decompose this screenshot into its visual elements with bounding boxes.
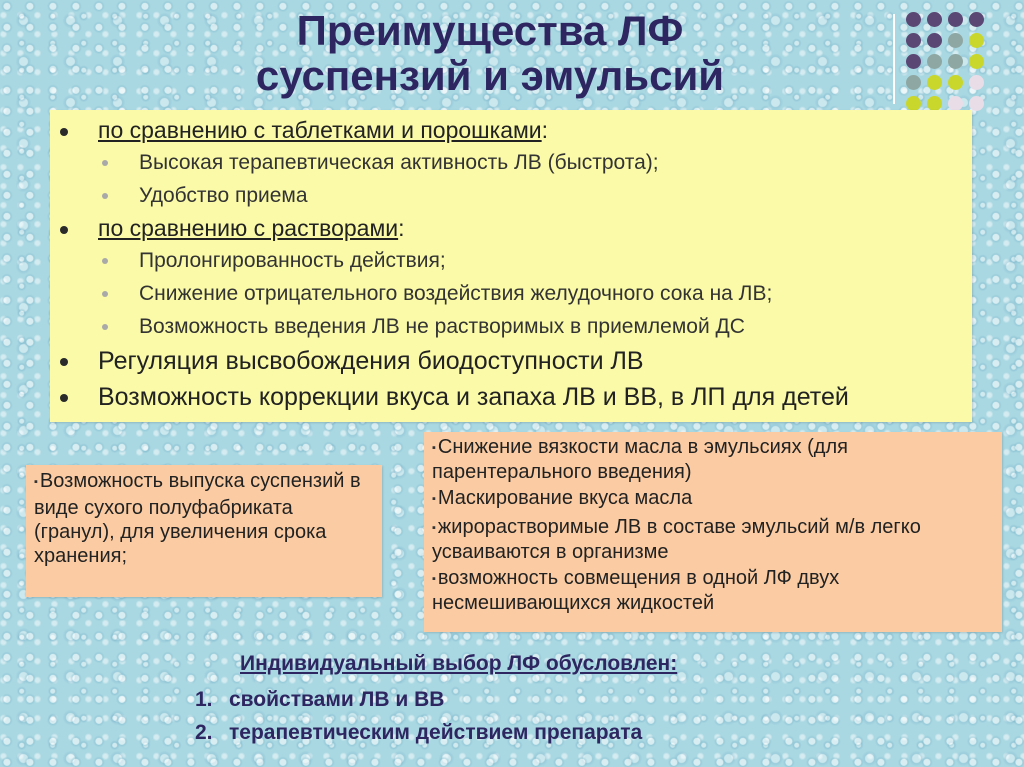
- advantages-main-box: [50, 110, 972, 422]
- choice-factors-list: [195, 683, 642, 749]
- decor-dot: [969, 12, 984, 27]
- list-item: ▪ жирорастворимые ЛВ в составе эмульсий м/в легко усваиваются в организме: [432, 516, 921, 563]
- suspension-note-box: [26, 465, 382, 597]
- decor-dot: [948, 54, 963, 69]
- list-item: ▪ Маскирование вкуса масла: [432, 487, 693, 509]
- decor-dot: [927, 12, 942, 27]
- decor-dot: [927, 54, 942, 69]
- advantages-main-list: [50, 114, 972, 415]
- decor-dot: [969, 33, 984, 48]
- decor-dot: [948, 96, 963, 111]
- decor-dot: [969, 54, 984, 69]
- suspension-note: ▪ Возможность выпуска суспензий в виде сухого полуфабриката (гранул), для увеличения срока хранения;: [34, 470, 361, 567]
- choice-heading: Индивидуальный выбор ЛФ обусловлен:: [240, 652, 678, 675]
- decor-dot: [906, 75, 921, 90]
- decor-dot: [969, 75, 984, 90]
- decor-dot: [906, 96, 921, 111]
- list-item: Возможность введения ЛВ не растворимых в приемлемой ДС: [50, 310, 972, 343]
- decor-dot: [927, 75, 942, 90]
- square-bullet-icon: ▪: [432, 573, 436, 585]
- list-item: Высокая терапевтическая активность ЛВ (быстрота);: [50, 146, 972, 179]
- list-item: 2. терапевтическим действием препарата: [195, 721, 643, 744]
- emulsion-notes-box: [424, 432, 1002, 632]
- square-bullet-icon: ▪: [432, 522, 436, 534]
- group-solutions-heading: по сравнению с растворами:: [50, 212, 972, 244]
- square-bullet-icon: ▪: [432, 493, 436, 505]
- bioavailability-item: Регуляция высвобождения биодоступности ЛВ: [50, 343, 972, 379]
- decor-dot: [948, 12, 963, 27]
- list-item: ▪ Снижение вязкости масла в эмульсиях (для парентерального введения): [432, 436, 848, 483]
- slide-title-line2: суспензий и эмульсий: [255, 52, 725, 99]
- decor-dot: [948, 33, 963, 48]
- list-item: Снижение отрицательного воздействия желудочного сока на ЛВ;: [50, 277, 972, 310]
- decor-dot: [906, 12, 921, 27]
- decor-dot: [927, 96, 942, 111]
- emulsion-notes-list: [424, 432, 1002, 614]
- list-item: Удобство приема: [50, 179, 972, 212]
- decor-dot: [927, 33, 942, 48]
- list-item: ▪ возможность совмещения в одной ЛФ двух несмешивающихся жидкостей: [432, 567, 840, 614]
- slide-title-line1: Преимущества ЛФ: [296, 7, 684, 54]
- list-item: Пролонгированность действия;: [50, 244, 972, 277]
- list-item: 1. свойствами ЛВ и ВВ: [195, 688, 445, 711]
- decor-dot: [948, 75, 963, 90]
- decor-dot: [969, 96, 984, 111]
- decor-vertical-line: [893, 14, 895, 104]
- square-bullet-icon: ▪: [432, 442, 436, 454]
- group-tablets-powders-heading: по сравнению с таблетками и порошками:: [50, 114, 972, 146]
- decor-dot: [906, 33, 921, 48]
- slide-title: [150, 8, 830, 98]
- decor-dot: [906, 54, 921, 69]
- taste-correction-item: Возможность коррекции вкуса и запаха ЛВ и ВВ, в ЛП для детей: [50, 379, 972, 415]
- square-bullet-icon: ▪: [34, 476, 38, 488]
